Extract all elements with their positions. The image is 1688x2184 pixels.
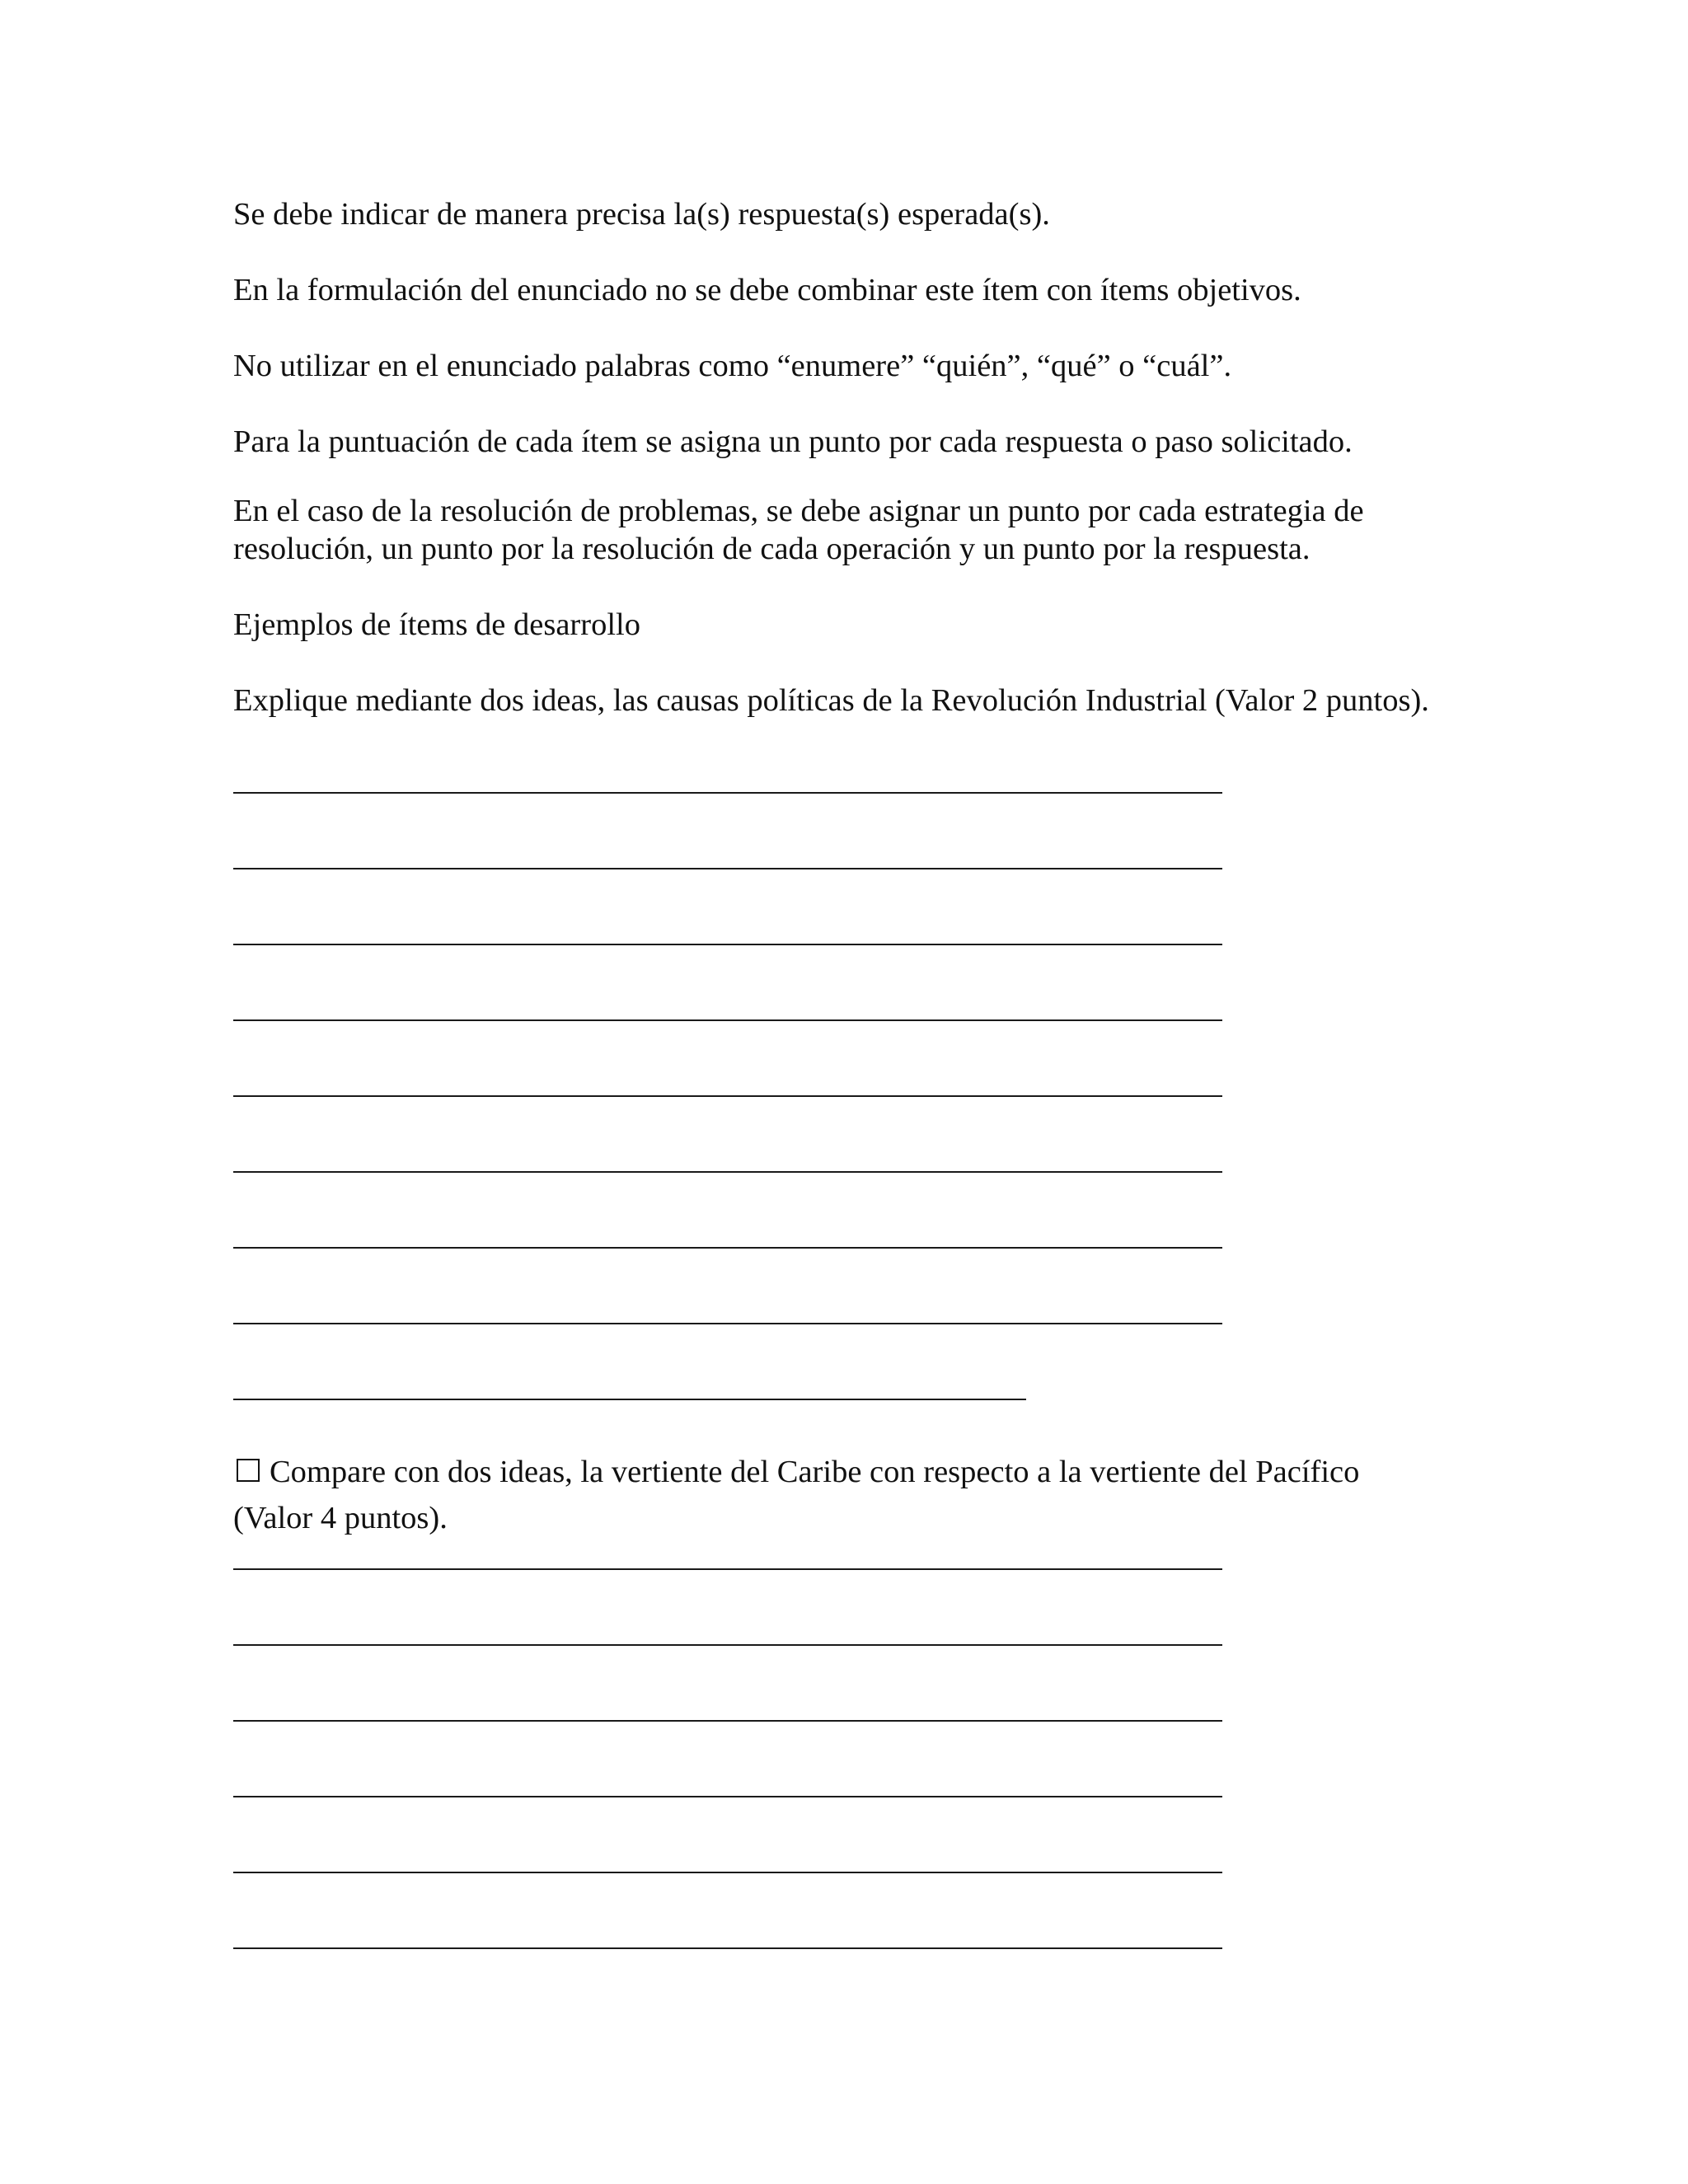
answer-line[interactable] (233, 1095, 1222, 1097)
answer-line[interactable] (233, 1872, 1222, 1873)
guideline-scoring: Para la puntuación de cada ítem se asigna un punto por cada respuesta o paso solicitado. (233, 424, 1353, 459)
answer-line[interactable] (233, 1720, 1222, 1722)
guideline-avoid-words: No utilizar en el enunciado palabras como “enumere” “quién”, “qué” o “cuál”. (233, 349, 1232, 383)
answer-line[interactable] (233, 868, 1222, 869)
question-1-prompt: Explique mediante dos ideas, las causas políticas de la Revolución Industrial (Valor 2 puntos). (233, 683, 1429, 718)
answer-line[interactable] (233, 1171, 1222, 1173)
question-2-text: Compare con dos ideas, la vertiente del Caribe con respecto a la vertiente del Pacífico (Valor 4 puntos). (233, 1455, 1360, 1535)
answer-line[interactable] (233, 944, 1222, 945)
answer-line[interactable] (233, 1323, 1222, 1324)
answer-line[interactable] (233, 1399, 1026, 1400)
answer-line[interactable] (233, 1247, 1222, 1249)
answer-line[interactable] (233, 1644, 1222, 1646)
answer-line[interactable] (233, 1796, 1222, 1797)
answer-line[interactable] (233, 1947, 1222, 1949)
question-2-prompt (233, 1449, 1445, 1541)
guideline-problem-solving: En el caso de la resolución de problemas, se debe asignar un punto por cada estrategia de resolución, un punto por la resolución de cada operación y un punto por la respuesta. (233, 494, 1364, 566)
guideline-expected-answers: Se debe indicar de manera precisa la(s) respuesta(s) esperada(s). (233, 197, 1050, 232)
examples-heading: Ejemplos de ítems de desarrollo (233, 607, 640, 642)
answer-line[interactable] (233, 792, 1222, 794)
answer-line[interactable] (233, 1568, 1222, 1570)
checkbox-icon[interactable] (237, 1459, 260, 1482)
guideline-no-combine: En la formulación del enunciado no se debe combinar este ítem con ítems objetivos. (233, 273, 1301, 307)
answer-line[interactable] (233, 1019, 1222, 1021)
